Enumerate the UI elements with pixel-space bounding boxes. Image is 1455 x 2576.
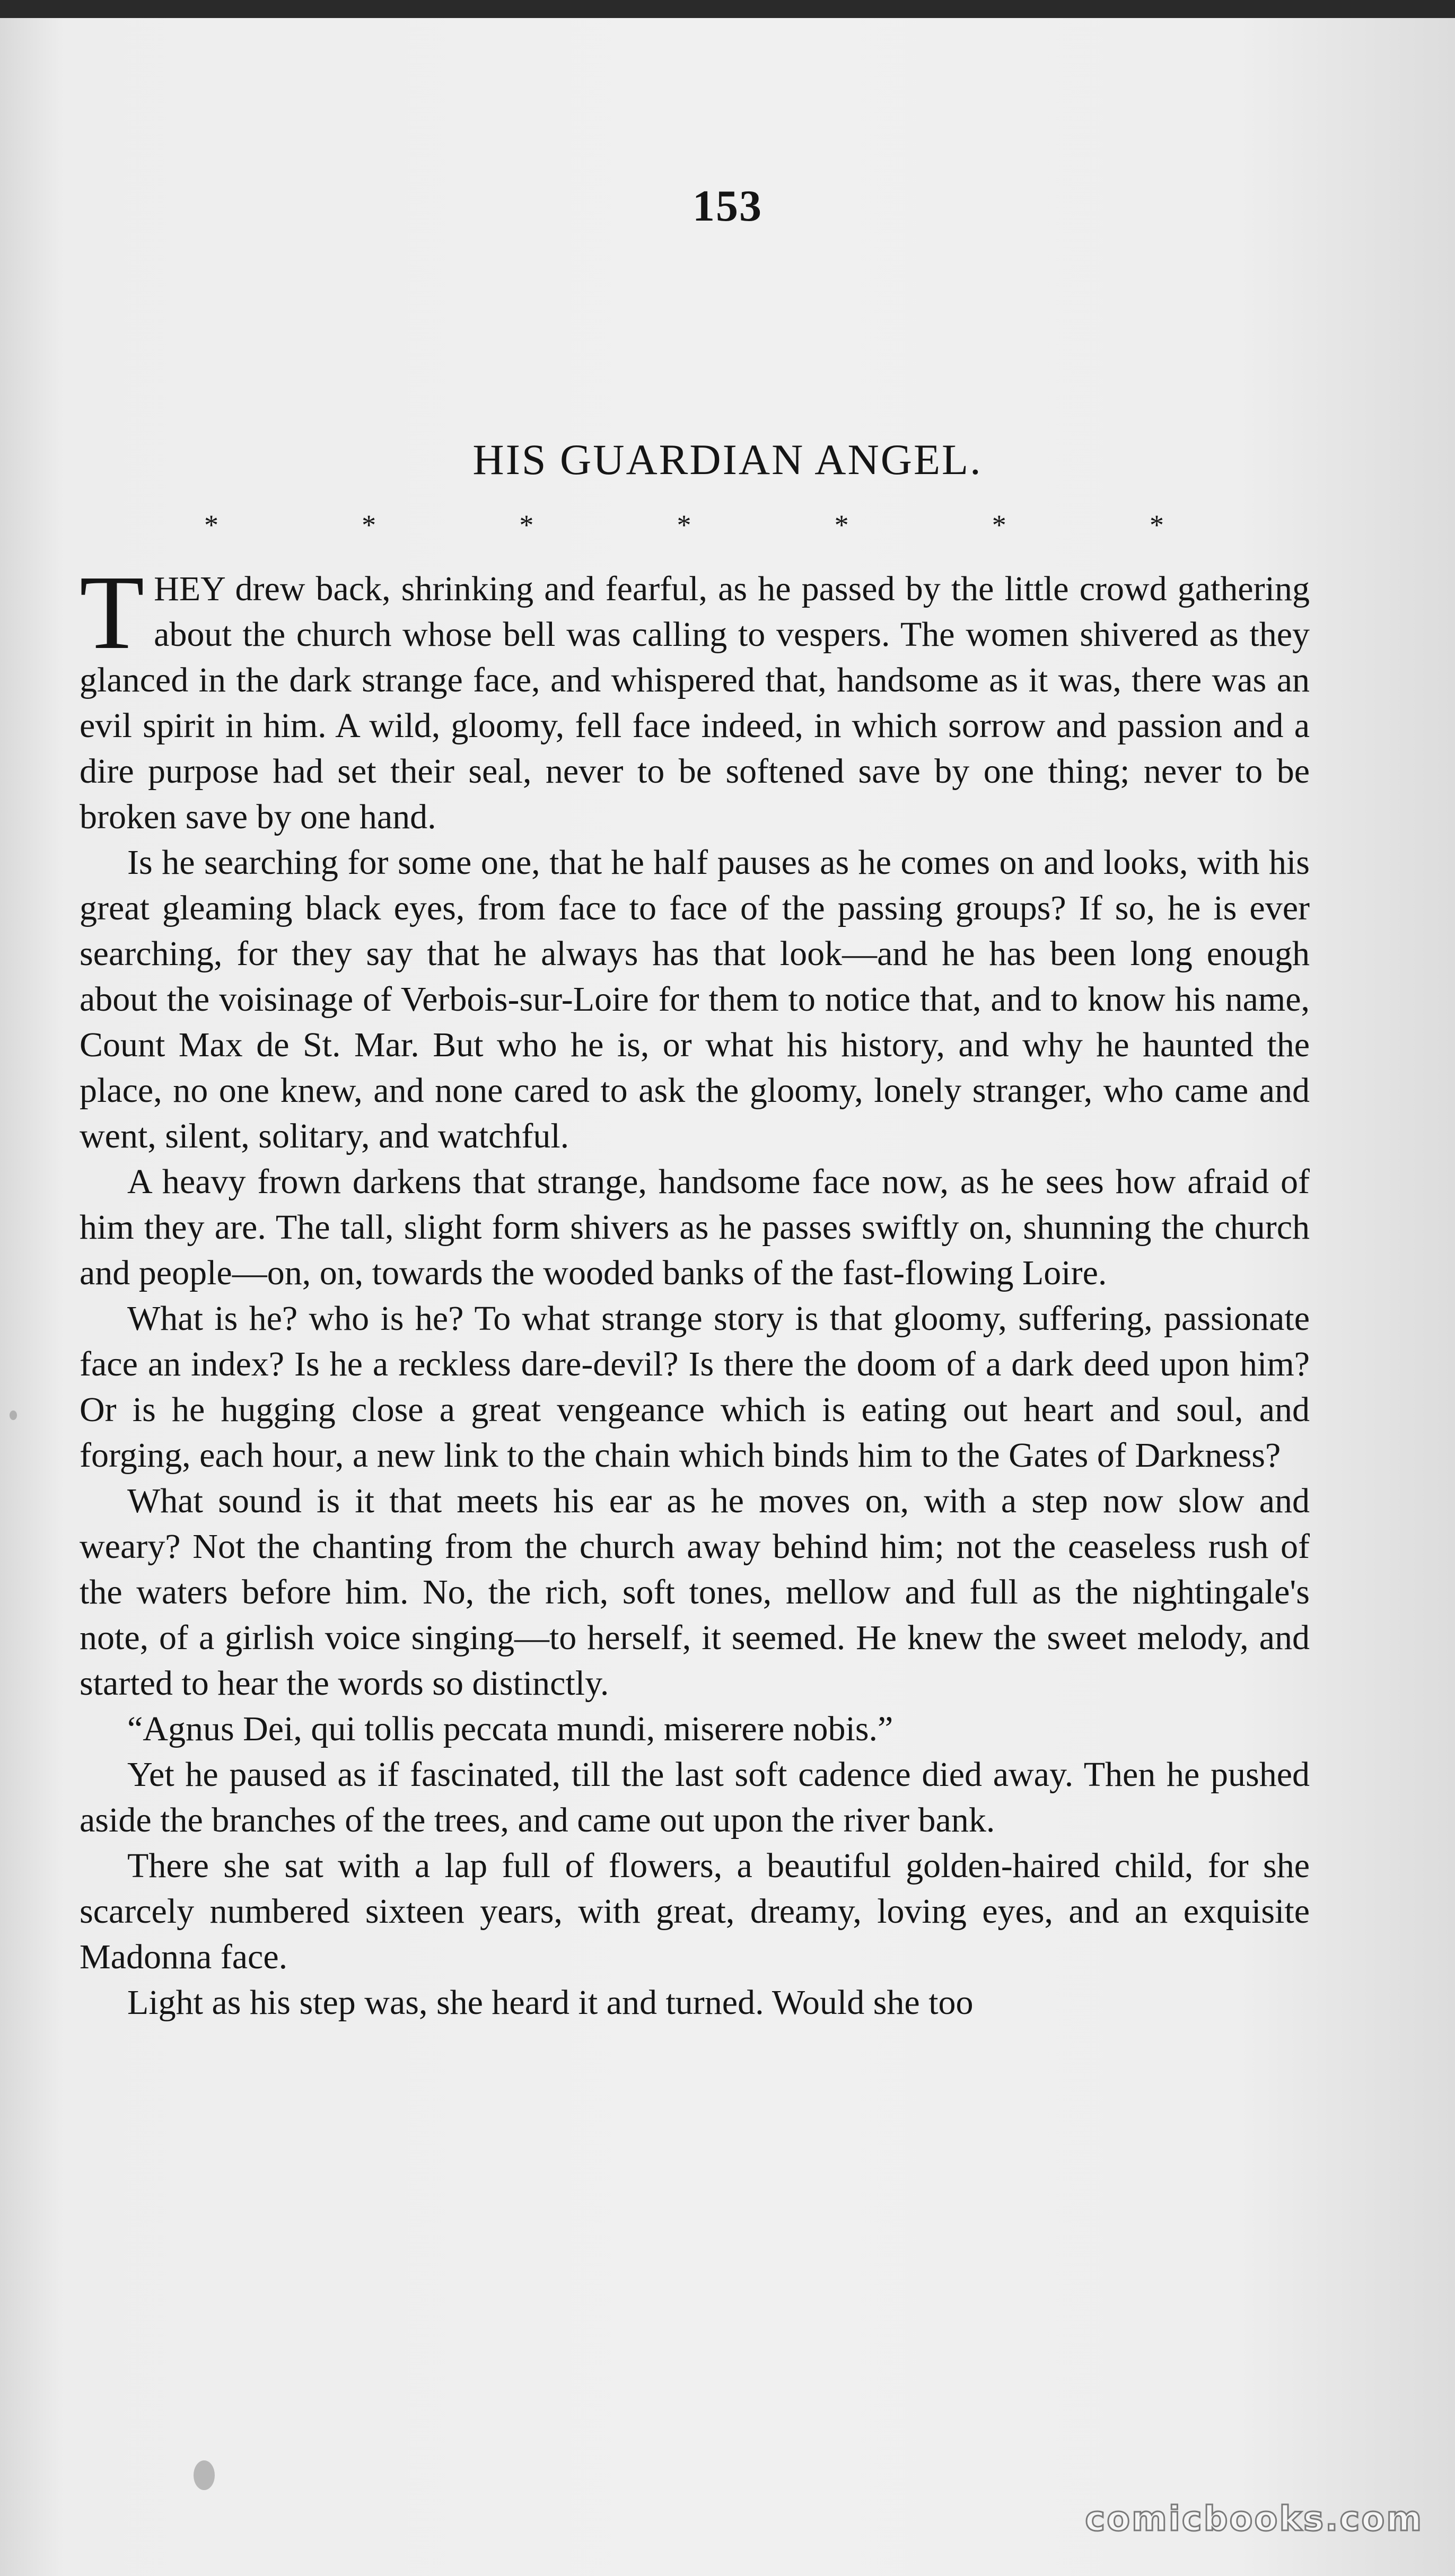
paragraph-3: A heavy frown darkens that strange, handsome face now, as he sees how afraid of him they are. The tall, slight form shivers as he passes swiftly on, shunning the church and people—on, on, towards the wooded banks of the fast-flowing Loire. — [80, 1162, 1310, 1292]
paragraph-6: “Agnus Dei, qui tollis peccata mundi, miserere nobis.” — [127, 1710, 893, 1748]
ornament-star: * — [992, 509, 1006, 541]
ornament-star: * — [834, 509, 849, 541]
drop-cap: T — [80, 554, 145, 671]
page-number: 153 — [693, 181, 762, 231]
ornament-star: * — [204, 509, 218, 541]
ornament-star: * — [519, 509, 534, 541]
paragraph-1-text: HEY drew back, shrinking and fearful, as he passed by the little crowd gathering about the church whose bell was calling to vespers. The women shivered as they glanced in the dark strange face, and whispered that, handsome as it was, there was an evil spirit in him. A wild, gloomy, fell face indeed, in which sorrow and passion and a dire purpose had set their seal, never to be softened save by one thing; never to be broken save by one hand. — [80, 569, 1310, 836]
paragraph-4: What is he? who is he? To what strange story is that gloomy, suffering, passionate face an index? Is he a reckless dare-devil? Is there the doom of a dark deed upon him? Or is he hugging close a great vengeance which is eating out heart and soul, and forging, each hour, a new link to the chain which binds him to the Gates of Darkness? — [80, 1299, 1310, 1475]
paragraph-8: There she sat with a lap full of flowers, a beautiful golden-haired child, for she scarcely numbered sixteen years, with great, dreamy, loving eyes, and an exquisite Madonna face. — [80, 1846, 1310, 1976]
paragraph-2: Is he searching for some one, that he half pauses as he comes on and looks, with his great gleaming black eyes, from face to face of the passing groups? If so, he is ever searching, for they say that he always has that look—and he has been long enough about the voisinage of Verbois-sur-Loire for them to notice that, and to know his name, Count Max de St. Mar. But who he is, or what his history, and why he haunted the place, no one knew, and none cared to ask the gloomy, lonely stranger, who came and went, silent, solitary, and watchful. — [80, 843, 1310, 1155]
ornament-star: * — [362, 509, 376, 541]
ornament-star: * — [1149, 509, 1164, 541]
story-body — [80, 554, 1310, 2026]
story-title: HIS GUARDIAN ANGEL. — [472, 435, 983, 484]
paragraph-7: Yet he paused as if fascinated, till the last soft cadence died away. Then he pushed aside the branches of the trees, and came out upon the river bank. — [80, 1755, 1310, 1839]
ornament-star: * — [677, 509, 691, 541]
watermark: comicbooks.com — [1085, 2500, 1423, 2539]
ink-speck — [10, 1410, 17, 1420]
paragraph-5: What sound is it that meets his ear as he moves on, with a step now slow and weary? Not the chanting from the church away behind him; not the ceaseless rush of the waters before him. No, the rich, soft tones, mellow and full as the nightingale's note, of a girlish voice singing—to herself, it seemed. He knew the sweet melody, and started to hear the words so distinctly. — [80, 1482, 1310, 1703]
ink-speck — [194, 2460, 215, 2490]
scan-top-edge — [0, 0, 1455, 18]
paragraph-9: Light as his step was, she heard it and turned. Would she too — [127, 1983, 974, 2022]
paragraph-1 — [80, 554, 1310, 840]
ornament-divider — [204, 509, 1164, 541]
